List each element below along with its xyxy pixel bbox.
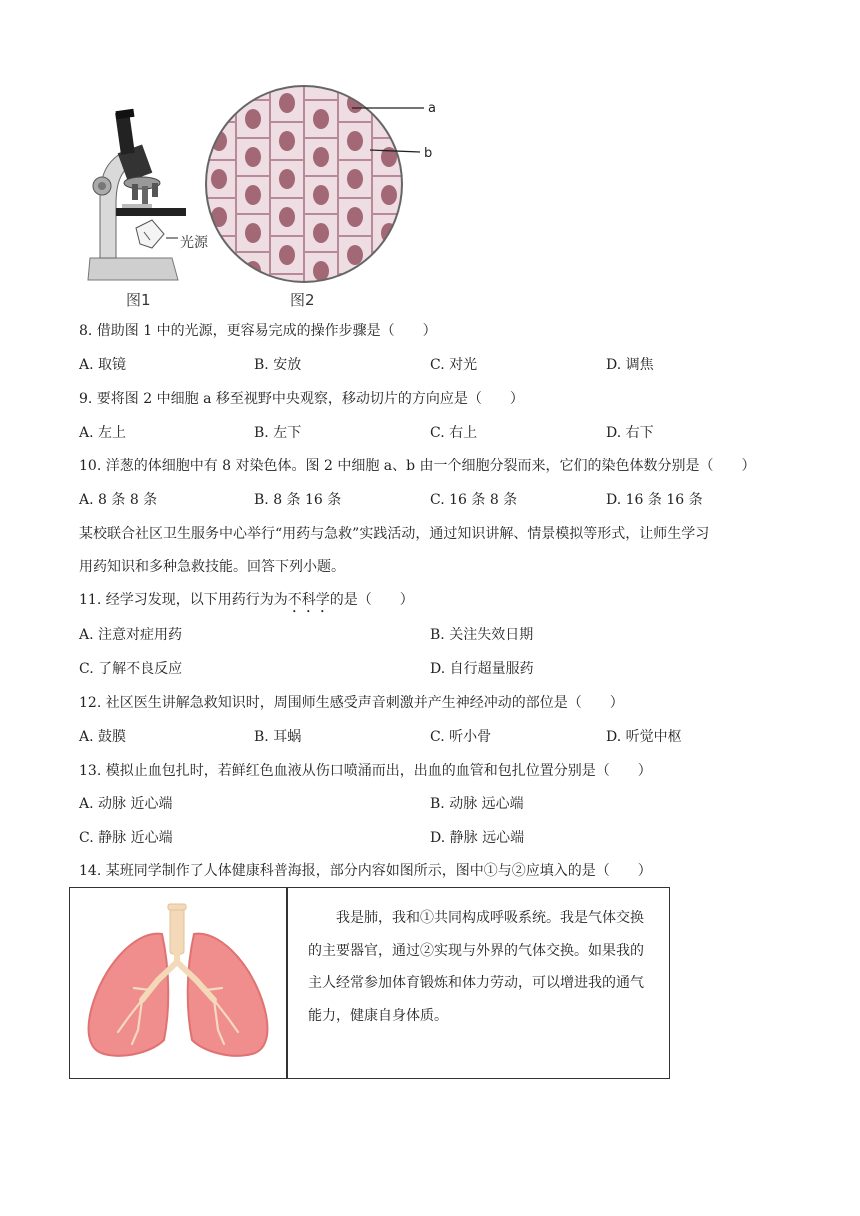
q11-option-c: C. 了解不良反应 [79,661,183,677]
q9-option-b: B. 左下 [254,425,302,441]
q12-option-d: D. 听觉中枢 [606,729,682,745]
cell-micrograph-figure [202,84,462,284]
cell-nucleus [415,169,431,189]
cell-nucleus [313,109,329,129]
q11-option-b: B. 关注失效日期 [430,627,534,643]
scenario-intro-line2: 用药知识和多种急救技能。回答下列小题。 [79,559,345,575]
cell-nucleus [245,223,261,243]
label-b: b [424,146,433,161]
health-poster [69,887,670,1079]
q13-option-a: A. 动脉 近心端 [79,796,173,812]
q12-option-c: C. 听小骨 [430,729,492,745]
cell-nucleus [245,109,261,129]
q12-option-a: A. 鼓膜 [79,729,127,745]
q11-stem-pre: 11. 经学习发现，以下用药行为为 [79,592,288,608]
cell-nucleus [347,283,363,284]
q8-option-b: B. 安放 [254,357,302,373]
lungs-illustration [78,900,278,1068]
question-14-stem: 14. 某班同学制作了人体健康科普海报，部分内容如图所示，图中①与②应填入的是（ ） [79,863,652,879]
cell-nucleus [279,131,295,151]
microscope-figure [82,108,222,288]
cell-nucleus [415,207,431,227]
q9-option-d: D. 右下 [606,425,654,441]
poster-text: 我是肺，我和①共同构成呼吸系统。我是气体交换的主要器官，通过②实现与外界的气体交换。如果我的主人经常参加体育锻炼和体力劳动，可以增进我的通气能力，健康自身体质。 [308,910,644,1024]
cell-nucleus [211,245,227,265]
label-a: a [428,101,436,116]
question-13-stem: 13. 模拟止血包扎时，若鲜红色血液从伤口喷涌而出，出血的血管和包扎位置分别是（ ） [79,763,652,779]
figure2-caption: 图2 [290,291,315,309]
cell-nucleus [211,283,227,284]
cell-nucleus [313,223,329,243]
q9-option-a: A. 左上 [79,425,127,441]
cell-nucleus [347,207,363,227]
cell-nucleus [381,185,397,205]
question-12-stem: 12. 社区医生讲解急救知识时，周围师生感受声音刺激并产生神经冲动的部位是（ ） [79,695,624,711]
cell-nucleus [279,93,295,113]
cell-nucleus [313,185,329,205]
question-11-stem [79,591,414,616]
cell-nucleus [245,185,261,205]
light-source-label: 光源 [180,235,208,251]
cell-nucleus [279,169,295,189]
q11-stem-emphasis: 不科学 [287,592,330,608]
q10-option-c: C. 16 条 8 条 [430,492,518,508]
cell-nucleus [279,283,295,284]
q13-option-b: B. 动脉 远心端 [430,796,524,812]
cell-nucleus [347,245,363,265]
q8-option-d: D. 调焦 [606,357,654,373]
q11-option-d: D. 自行超量服药 [430,661,534,677]
cell-nucleus [211,207,227,227]
q8-option-a: A. 取镜 [79,357,127,373]
q8-option-c: C. 对光 [430,357,478,373]
cell-nucleus [313,147,329,167]
q10-option-a: A. 8 条 8 条 [79,492,158,508]
q10-option-d: D. 16 条 16 条 [606,492,703,508]
cell-nucleus [381,261,397,281]
cell-nucleus [347,131,363,151]
q12-option-b: B. 耳蜗 [254,729,302,745]
cell-nucleus [279,207,295,227]
question-8-stem: 8. 借助图 1 中的光源，更容易完成的操作步骤是（ ） [79,323,437,339]
q9-option-c: C. 右上 [430,425,478,441]
cell-nucleus [245,147,261,167]
cell-nucleus [279,245,295,265]
scenario-intro-line1: 某校联合社区卫生服务中心举行“用药与急救”实践活动，通过知识讲解、情景模拟等形式，让师生学习 [79,526,710,542]
question-10-stem: 10. 洋葱的体细胞中有 8 对染色体。图 2 中细胞 a、b 由一个细胞分裂而来，它们的染色体数分别是（ ） [79,458,756,474]
q11-stem-post: 的是（ ） [329,592,414,608]
poster-divider [286,888,288,1078]
question-9-stem: 9. 要将图 2 中细胞 a 移至视野中央观察，移动切片的方向应是（ ） [79,391,524,407]
cell-nucleus [211,169,227,189]
q13-option-d: D. 静脉 远心端 [430,830,525,846]
cell-nucleus [211,93,227,113]
cell-nucleus [313,261,329,281]
q13-option-c: C. 静脉 近心端 [79,830,173,846]
cell-nucleus [347,169,363,189]
cell-nucleus [415,283,431,284]
figure1-caption: 图1 [126,291,151,309]
cell-nucleus [415,245,431,265]
q10-option-b: B. 8 条 16 条 [254,492,342,508]
q11-option-a: A. 注意对症用药 [79,627,183,643]
